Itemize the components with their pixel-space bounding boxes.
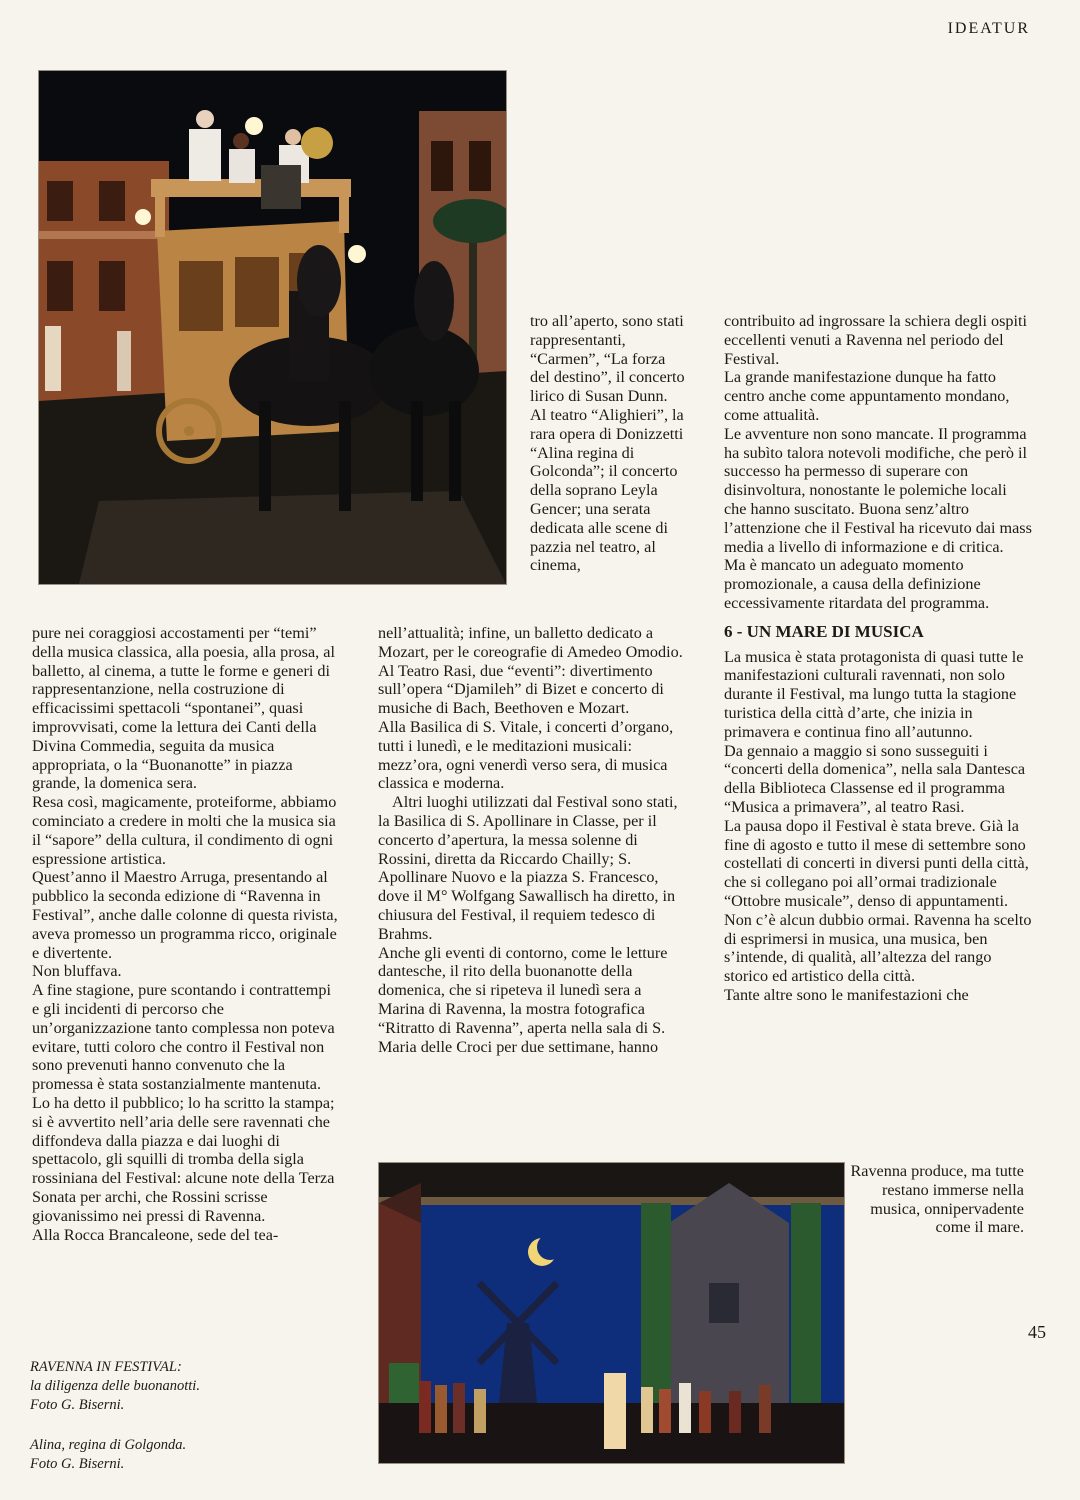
caption-stagecoach	[30, 1358, 360, 1415]
col3-paragraph-3: Le avventure non sono mancate. Il programma ha subìto talora notevoli modifiche, che però il successo ha permesso di superare con disinvoltura, nonostante le polemiche locali che hanno suscitato. Buona senz’altro l’attenzione che il Festival ha ricevuto dai mass media a livello di informazione e di critica.	[724, 424, 1032, 556]
col1-paragraph-1: pure nei coraggiosi accostamenti per “temi” della musica classica, alla poesia, alla prosa, al balletto, al cinema, a tutte le forme e generi di rappresentanzione, nella costruzione di efficacissimi spettacoli “spontanei”, quasi improvvisati, come la lettura dei Canti della Divina Commedia, seguita da musica appropriata, o la “Buonanotte” in piazza grande, la domenica sera.	[32, 624, 335, 793]
col2-paragraph-2b: nell’attualità; infine, un balletto dedicato a Mozart, per le coreografie di Amedeo Omodio.	[378, 624, 683, 661]
caption-stage	[30, 1436, 360, 1474]
col3-paragraph-4: Ma è mancato un adeguato momento promozionale, a causa della definizione eccessivamente ritardata del programma.	[724, 556, 990, 612]
column-3	[724, 312, 1032, 1005]
stagecoach-illustration	[39, 71, 506, 584]
col2-paragraph-6: Anche gli eventi di contorno, come le letture dantesche, il rito della buonanotte della domenica, che si ripeteva il lunedì sera a Marina di Ravenna, la mostra fotografica “Ritratto di Ravenna”, aperta nella sala di S. Maria delle Croci per due settimane, hanno	[378, 943, 668, 1056]
col3-paragraph-2: La grande manifestazione dunque ha fatto centro anche come appuntamento mondano, come attualità.	[724, 368, 1010, 424]
col1-paragraph-6: Lo ha detto il pubblico; lo ha scritto la stampa; si è avvertito nell’aria delle sere ravennati che diffondeva dalla piazza e dai luoghi di spettacolo, gli squilli di tromba della sigla rossiniana del Festival: alcune note della Terza Sonata per archi, che Rossini scrisse giovanissimo nei pressi di Ravenna.	[32, 1093, 335, 1225]
section-heading: 6 - UN MARE DI MUSICA	[724, 621, 924, 641]
col1-paragraph-5: A fine stagione, pure scontando i contrattempi e gli incidenti di percorso che un’organizzazione tanto complessa non poteva evitare, tutti coloro che contro il Festival non sono prevenuti hanno convenuto che la promessa è stata sostanzialmente mantenuta.	[32, 981, 335, 1094]
col2-paragraph-1: tro all’aperto, sono stati rappresentanti, “Carmen”, “La forza del destino”, il concerto lirico di Susan Dunn.	[530, 312, 685, 406]
page-number: 45	[1028, 1322, 1046, 1342]
stage-illustration	[379, 1163, 844, 1463]
caption-top-line1: la diligenza delle buonanotti.	[30, 1378, 200, 1394]
stage-photo	[378, 1162, 845, 1464]
caption-top-line2: Foto G. Biserni.	[30, 1397, 125, 1413]
col3-paragraph-8: Non c’è alcun dubbio ormai. Ravenna ha scelto di esprimersi in musica, una musica, ben s’intende, di qualità, all’altezza del rango storico ed artistico della città.	[724, 910, 1032, 986]
column-3-tail	[850, 1162, 1024, 1237]
caption-bottom-line1: Alina, regina di Golgonda.	[30, 1437, 187, 1453]
col1-paragraph-3: Quest’anno il Maestro Arruga, presentando al pubblico la seconda edizione di “Ravenna in Festival”, anche dalle colonne di questa rivista, aveva promesso un programma ricco, originale e divertente.	[32, 868, 338, 962]
col2-paragraph-2: Al teatro “Alighieri”, la rara opera di Donizzetti “Alina regina di Golconda”; il concerto della soprano Leyla Gencer; una serata dedicata alle scene di pazzia nel teatro, al cinema,	[530, 405, 684, 575]
col1-paragraph-7: Alla Rocca Brancaleone, sede del tea-	[32, 1225, 279, 1244]
col1-paragraph-4: Non bluffava.	[32, 962, 122, 981]
caption-top-title: RAVENNA IN FESTIVAL:	[30, 1359, 182, 1375]
col3-paragraph-7: La pausa dopo il Festival è stata breve. Già la fine di agosto e tutto il mese di settembre sono costellati di concerti in diversi punti della città, che si collegano poi all’ormai tradizionale “Ottobre musicale”, denso di appuntamenti.	[724, 816, 1029, 910]
stagecoach-photo	[38, 70, 507, 585]
column-2-narrow	[530, 312, 686, 575]
magazine-header: IDEATUR	[947, 20, 1030, 37]
col2-paragraph-3: Al Teatro Rasi, due “eventi”: divertimento sull’opera “Djamileh” di Bizet e concerto di musiche di Bach, Beethoven e Mozart.	[378, 661, 664, 718]
caption-bottom-line2: Foto G. Biserni.	[30, 1456, 125, 1472]
column-1	[32, 624, 338, 1244]
col3-paragraph-1: contribuito ad ingrossare la schiera degli ospiti eccellenti venuti a Ravenna nel periodo del Festival.	[724, 312, 1027, 368]
column-2-wide	[378, 624, 684, 1056]
col3-paragraph-9b: Ravenna produce, ma tutte restano immerse nella musica, onnipervadente come il mare.	[850, 1162, 1024, 1237]
col3-paragraph-9: Tante altre sono le manifestazioni che	[724, 985, 969, 1004]
col3-paragraph-5: La musica è stata protagonista di quasi tutte le manifestazioni culturali ravennati, non solo durante il Festival, ma lungo tutta la stagione turistica della città d’arte, che inizia in primavera e continua fino all’autunno.	[724, 647, 1024, 741]
col1-paragraph-2: Resa così, magicamente, proteiforme, abbiamo cominciato a credere in molti che la musica sia il “sapore” della cultura, il condimento di ogni espressione artistica.	[32, 793, 337, 868]
col3-paragraph-6: Da gennaio a maggio si sono susseguiti i “concerti della domenica”, nella sala Dantesca della Biblioteca Classense ed il programma “Musica a primavera”, al teatro Rasi.	[724, 741, 1026, 816]
col2-paragraph-4: Alla Basilica di S. Vitale, i concerti d’organo, tutti i lunedì, e le meditazioni musicali: mezz’ora, ogni venerdì verso sera, di musica classica e moderna.	[378, 717, 674, 793]
col2-paragraph-5: Altri luoghi utilizzati dal Festival sono stati, la Basilica di S. Apollinare in Classe, per il concerto d’apertura, la messa solenne di Rossini, diretta da Riccardo Chailly; S. Apollinare Nuovo e la piazza S. Francesco, dove il M° Wolfgang Sawallisch ha diretto, in chiusura del Festival, il requiem tedesco di Brahms.	[378, 793, 678, 943]
